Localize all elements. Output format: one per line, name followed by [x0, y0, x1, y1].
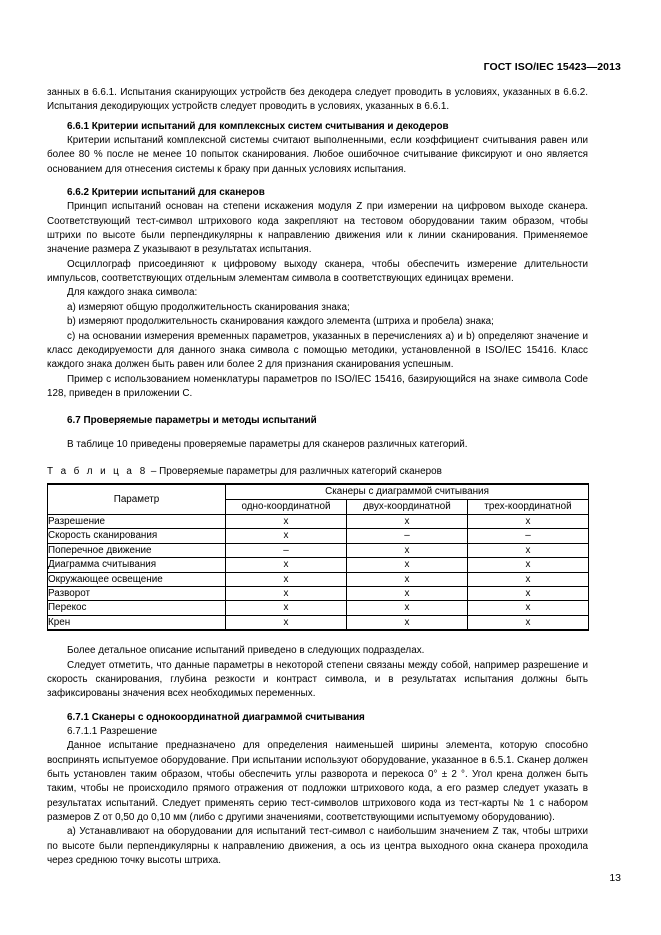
table-row	[48, 543, 589, 557]
table-caption	[47, 465, 588, 479]
table-cell-parameter: Диаграмма считывания	[48, 558, 226, 572]
paragraph-6-6-2-for-each-char: Для каждого знака символа:	[67, 287, 198, 299]
table-cell-value: x	[347, 543, 468, 557]
table-cell-value: x	[468, 586, 589, 600]
table-row	[48, 558, 589, 572]
spacer	[47, 177, 588, 186]
page-number: 13	[609, 872, 621, 884]
table-row	[48, 529, 589, 543]
table-header-sub-2: двух-координатной	[347, 499, 468, 514]
table-caption-text: – Проверяемые параметры для различных категорий сканеров	[150, 465, 442, 477]
paragraph-6-6-1: Критерии испытаний комплексной системы считают выполненными, если коэффициент считывания равен или более 80 % после не менее 10 попыток сканирования. Любое ошибочное считывание фиксируют и оно является основанием для отнесения системы к браку при данных условиях испытания.	[47, 135, 588, 175]
table-cell-parameter: Поперечное движение	[48, 543, 226, 557]
table-head	[48, 484, 589, 515]
table-cell-value: x	[468, 601, 589, 615]
table-cell-value: x	[468, 514, 589, 528]
paragraph-6-6-2-principle: Принцип испытаний основан на степени искажения модуля Z при измерении на цифровом выходе сканера. Соответствующий тест-символ штрихового кода закрепляют на тестовом оборудовании таким образом, чтобы штрихи по высоте были перпендикулярны к направлению движения или к линии сканирования. Применяемое значение размера Z указывают в результатах испытания.	[47, 201, 588, 256]
table-cell-value: x	[468, 558, 589, 572]
table-cell-value: x	[347, 615, 468, 630]
paragraph-continued-top: занных в 6.6.1. Испытания сканирующих устройств без декодера следует проводить в условиях, указанных в 6.6.2. Испытания декодирующих устройств следует проводить в условиях, указанных в 6.6.1.	[47, 87, 588, 113]
table-header-parameter: Параметр	[48, 484, 226, 515]
table-row	[48, 615, 589, 630]
page-header-standard-number: ГОСТ ISO/IEC 15423—2013	[483, 61, 621, 73]
heading-6-6-2: 6.6.2 Критерии испытаний для сканеров	[67, 187, 265, 199]
table-cell-value: –	[347, 529, 468, 543]
table-row	[48, 586, 589, 600]
table-cell-value: –	[226, 543, 347, 557]
table-cell-parameter: Разрешение	[48, 514, 226, 528]
table-cell-value: x	[226, 514, 347, 528]
table-cell-value: x	[347, 601, 468, 615]
spacer	[47, 452, 588, 465]
table-cell-value: x	[226, 558, 347, 572]
table-body	[48, 514, 589, 630]
table-caption-number: 8	[139, 465, 146, 477]
table-row	[48, 572, 589, 586]
list-item-c: c) на основании измерения временных параметров, указанных в перечислениях a) и b) определяют значение и класс декодируемости для данного знака символа с помощью методики, установленной в ISO/IEC 15416. Класс каждого знака должен быть равен или более 2 для признания сканирования успешным.	[47, 330, 588, 371]
table-header-sub-1: одно-координатной	[226, 499, 347, 514]
scanner-parameters-table	[47, 483, 589, 631]
table-cell-parameter: Перекос	[48, 601, 226, 615]
list-item-b: b) измеряют продолжительность сканирования каждого элемента (штриха и пробела) знака;	[67, 316, 494, 328]
spacer	[47, 429, 588, 438]
table-header-row-1	[48, 484, 589, 500]
paragraph-6-6-2-oscilloscope: Осциллограф присоединяют к цифровому выходу сканера, чтобы обеспечить измерение длительности импульсов, соответствующих отдельным элементам символа в соответствующих единицах времени.	[47, 258, 588, 285]
table-row	[48, 601, 589, 615]
table-header-sub-3: трех-координатной	[468, 499, 589, 514]
table-cell-value: x	[347, 572, 468, 586]
list-item-a-2: a) Устанавливают на оборудовании для испытаний тест-символ с наибольшим значением Z так, чтобы штрихи по высоте были перпендикулярны к направлению движения, а ось из центра выходного окна сканера проходила через среднюю точку высоты штриха.	[47, 826, 588, 866]
table-cell-value: x	[226, 529, 347, 543]
table-caption-prefix: Т а б л и ц а	[47, 465, 135, 477]
table-cell-value: x	[347, 514, 468, 528]
table-cell-parameter: Скорость сканирования	[48, 529, 226, 543]
table-cell-value: x	[468, 543, 589, 557]
table-cell-value: x	[226, 601, 347, 615]
paragraph-6-6-2-example: Пример с использованием номенклатуры параметров по ISO/IEC 15416, базирующийся на знаке символа Code 128, приведен в приложении С.	[47, 373, 588, 399]
table-row	[48, 514, 589, 528]
table-cell-parameter: Крен	[48, 615, 226, 630]
paragraph-after-table-1: Более детальное описание испытаний приведено в следующих подразделах.	[67, 645, 425, 657]
table-cell-value: x	[468, 615, 589, 630]
table-cell-value: x	[226, 572, 347, 586]
table-cell-value: x	[347, 558, 468, 572]
list-item-a: a) измеряют общую продолжительность сканирования знака;	[67, 301, 350, 313]
heading-6-7: 6.7 Проверяемые параметры и методы испытаний	[67, 415, 317, 427]
heading-6-7-1: 6.7.1 Сканеры с однокоординатной диаграммой считывания	[67, 711, 365, 723]
table-cell-parameter: Разворот	[48, 586, 226, 600]
table-cell-value: x	[468, 572, 589, 586]
table-cell-value: x	[347, 586, 468, 600]
table-wrapper	[47, 483, 588, 631]
page-content	[47, 86, 588, 868]
heading-6-6-1: 6.6.1 Критерии испытаний для комплексных систем считывания и декодеров	[67, 120, 449, 132]
spacer	[47, 401, 588, 414]
table-cell-value: x	[226, 615, 347, 630]
table-cell-parameter: Окружающее освещение	[48, 572, 226, 586]
table-header-group: Сканеры с диаграммой считывания	[226, 484, 589, 500]
table-cell-value: x	[226, 586, 347, 600]
spacer	[47, 702, 588, 711]
paragraph-after-table-2: Следует отметить, что данные параметры в некоторой степени связаны между собой, например разрешение и скорость сканирования, глубина резкости и контраст символа, и в результатах испытания должны быть зафиксированы значения всех необходимых переменных.	[47, 659, 588, 700]
table-cell-value: –	[468, 529, 589, 543]
spacer	[47, 631, 588, 644]
paragraph-6-7-1-1: Данное испытание предназначено для определения наименьшей ширины элемента, которую способно воспринять испытуемое оборудование. При испытании используют оборудование, указанное в 6.5.1. Сканер должен быть установлен таким образом, чтобы обеспечить углы разворота и перекоса 0° ± 2 °. Угол крена должен быть таким, чтобы не происходило прямого отражения от подложки штрихового кода, а его размер следует указать в результатах испытаний. Следует применять серию тест-символов штрихового кода из тест-карты № 1 с набором размеров Z от 0,50 до 0,10 мм (либо с другими значениями, соответствующими испытуемому оборудованию).	[47, 740, 588, 823]
heading-6-7-1-1: 6.7.1.1 Разрешение	[67, 725, 158, 737]
paragraph-6-7: В таблице 10 приведены проверяемые параметры для сканеров различных категорий.	[67, 438, 468, 450]
